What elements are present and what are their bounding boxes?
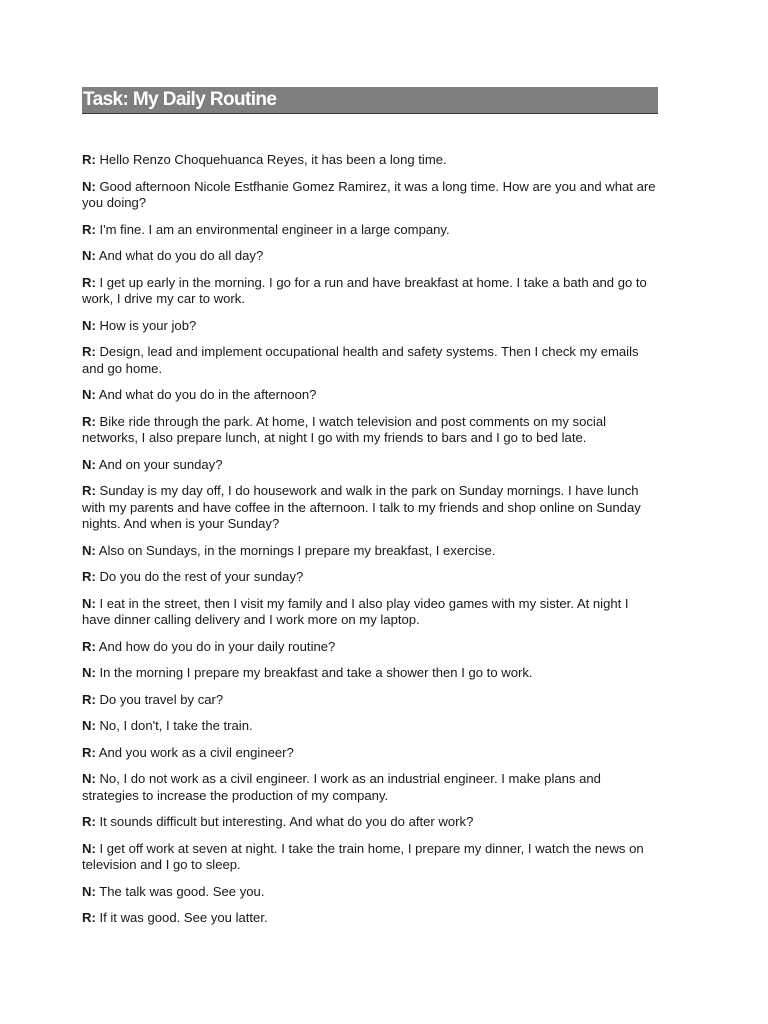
speaker-label: N: [82,178,96,194]
dialogue-line [82,665,658,682]
speaker-label: R: [82,344,96,359]
dialogue-line [82,884,658,901]
utterance-text: And you work as a civil engineer? [98,744,294,760]
dialogue-line [82,483,658,533]
speaker-label: R: [82,152,96,167]
utterance-text: No, I do not work as a civil engineer. I work as an industrial engineer. I make plans and strategies to increase the production of my company. [82,771,601,803]
dialogue-line [82,543,658,560]
dialogue-line [82,596,658,629]
dialogue-line [82,179,658,212]
utterance-text: And what do you do all day? [98,248,264,263]
utterance-text: I get off work at seven at night. I take the train home, I prepare my dinner, I watch the news on television and I go to sleep. [82,840,644,872]
dialogue-line [82,152,658,169]
utterance-text: Sunday is my day off, I do housework and walk in the park on Sunday mornings. I have lunch with my parents and have coffee in the afternoon. I talk to my friends and shop online on Sunday nights. And when is your Sunday? [82,483,641,531]
speaker-label: N: [82,456,96,472]
dialogue-line [82,841,658,874]
speaker-label: R: [82,274,96,290]
utterance-text: And how do you do in your daily routine? [98,638,336,654]
utterance-text: Hello Renzo Choquehuanca Reyes, it has been a long time. [99,152,447,167]
speaker-label: R: [82,638,96,654]
utterance-text: Bike ride through the park. At home, I watch television and post comments on my social networks, I also prepare lunch, at night I go with my friends to bars and I go to bed late. [82,413,607,445]
utterance-text: No, I don't, I take the train. [99,718,253,733]
speaker-label: N: [82,387,96,402]
utterance-text: Also on Sundays, in the mornings I prepare my breakfast, I exercise. [98,542,496,558]
speaker-label: N: [82,883,96,899]
dialogue-line [82,387,658,404]
speaker-label: R: [82,910,96,925]
utterance-text: Do you do the rest of your sunday? [99,569,304,584]
dialogue-line [82,771,658,804]
utterance-text: I get up early in the morning. I go for a run and have breakfast at home. I take a bath and go to work, I drive my car to work. [82,274,647,306]
utterance-text: Design, lead and implement occupational health and safety systems. Then I check my emails and go home. [82,344,639,376]
speaker-label: R: [82,744,96,760]
speaker-label: R: [82,691,96,707]
speaker-label: R: [82,221,96,237]
speaker-label: R: [82,483,96,498]
dialogue-line [82,814,658,831]
speaker-label: N: [82,665,96,680]
dialogue-line [82,639,658,656]
dialogue-line [82,910,658,927]
utterance-text: Do you travel by car? [99,691,224,707]
speaker-label: N: [82,248,96,263]
speaker-label: R: [82,814,96,829]
title-bar [82,87,658,114]
dialogue-line [82,414,658,447]
speaker-label: R: [82,569,96,584]
utterance-text: In the morning I prepare my breakfast and take a shower then I go to work. [99,665,533,680]
dialogue-line [82,222,658,239]
speaker-label: N: [82,317,96,333]
page-title: Task: My Daily Routine [83,89,277,110]
speaker-label: N: [82,542,96,558]
speaker-label: N: [82,771,96,786]
dialogue-line [82,344,658,377]
utterance-text: It sounds difficult but interesting. And what do you do after work? [99,814,474,829]
dialogue-line [82,718,658,735]
speaker-label: N: [82,718,96,733]
speaker-label: R: [82,413,96,429]
dialogue-line [82,692,658,709]
utterance-text: I eat in the street, then I visit my family and I also play video games with my sister. At night I have dinner calling delivery and I work more on my laptop. [82,595,629,627]
utterance-text: I'm fine. I am an environmental engineer in a large company. [99,221,450,237]
dialogue [82,152,658,927]
document-page [82,87,658,937]
speaker-label: N: [82,840,96,856]
utterance-text: How is your job? [99,317,197,333]
utterance-text: If it was good. See you latter. [99,910,268,925]
dialogue-line [82,318,658,335]
dialogue-line [82,457,658,474]
utterance-text: And on your sunday? [98,456,223,472]
dialogue-line [82,275,658,308]
utterance-text: Good afternoon Nicole Estfhanie Gomez Ramirez, it was a long time. How are you and what are you doing? [82,178,656,210]
dialogue-line [82,248,658,265]
dialogue-line [82,569,658,586]
dialogue-line [82,745,658,762]
utterance-text: The talk was good. See you. [99,883,265,899]
utterance-text: And what do you do in the afternoon? [98,387,317,402]
speaker-label: N: [82,595,96,611]
